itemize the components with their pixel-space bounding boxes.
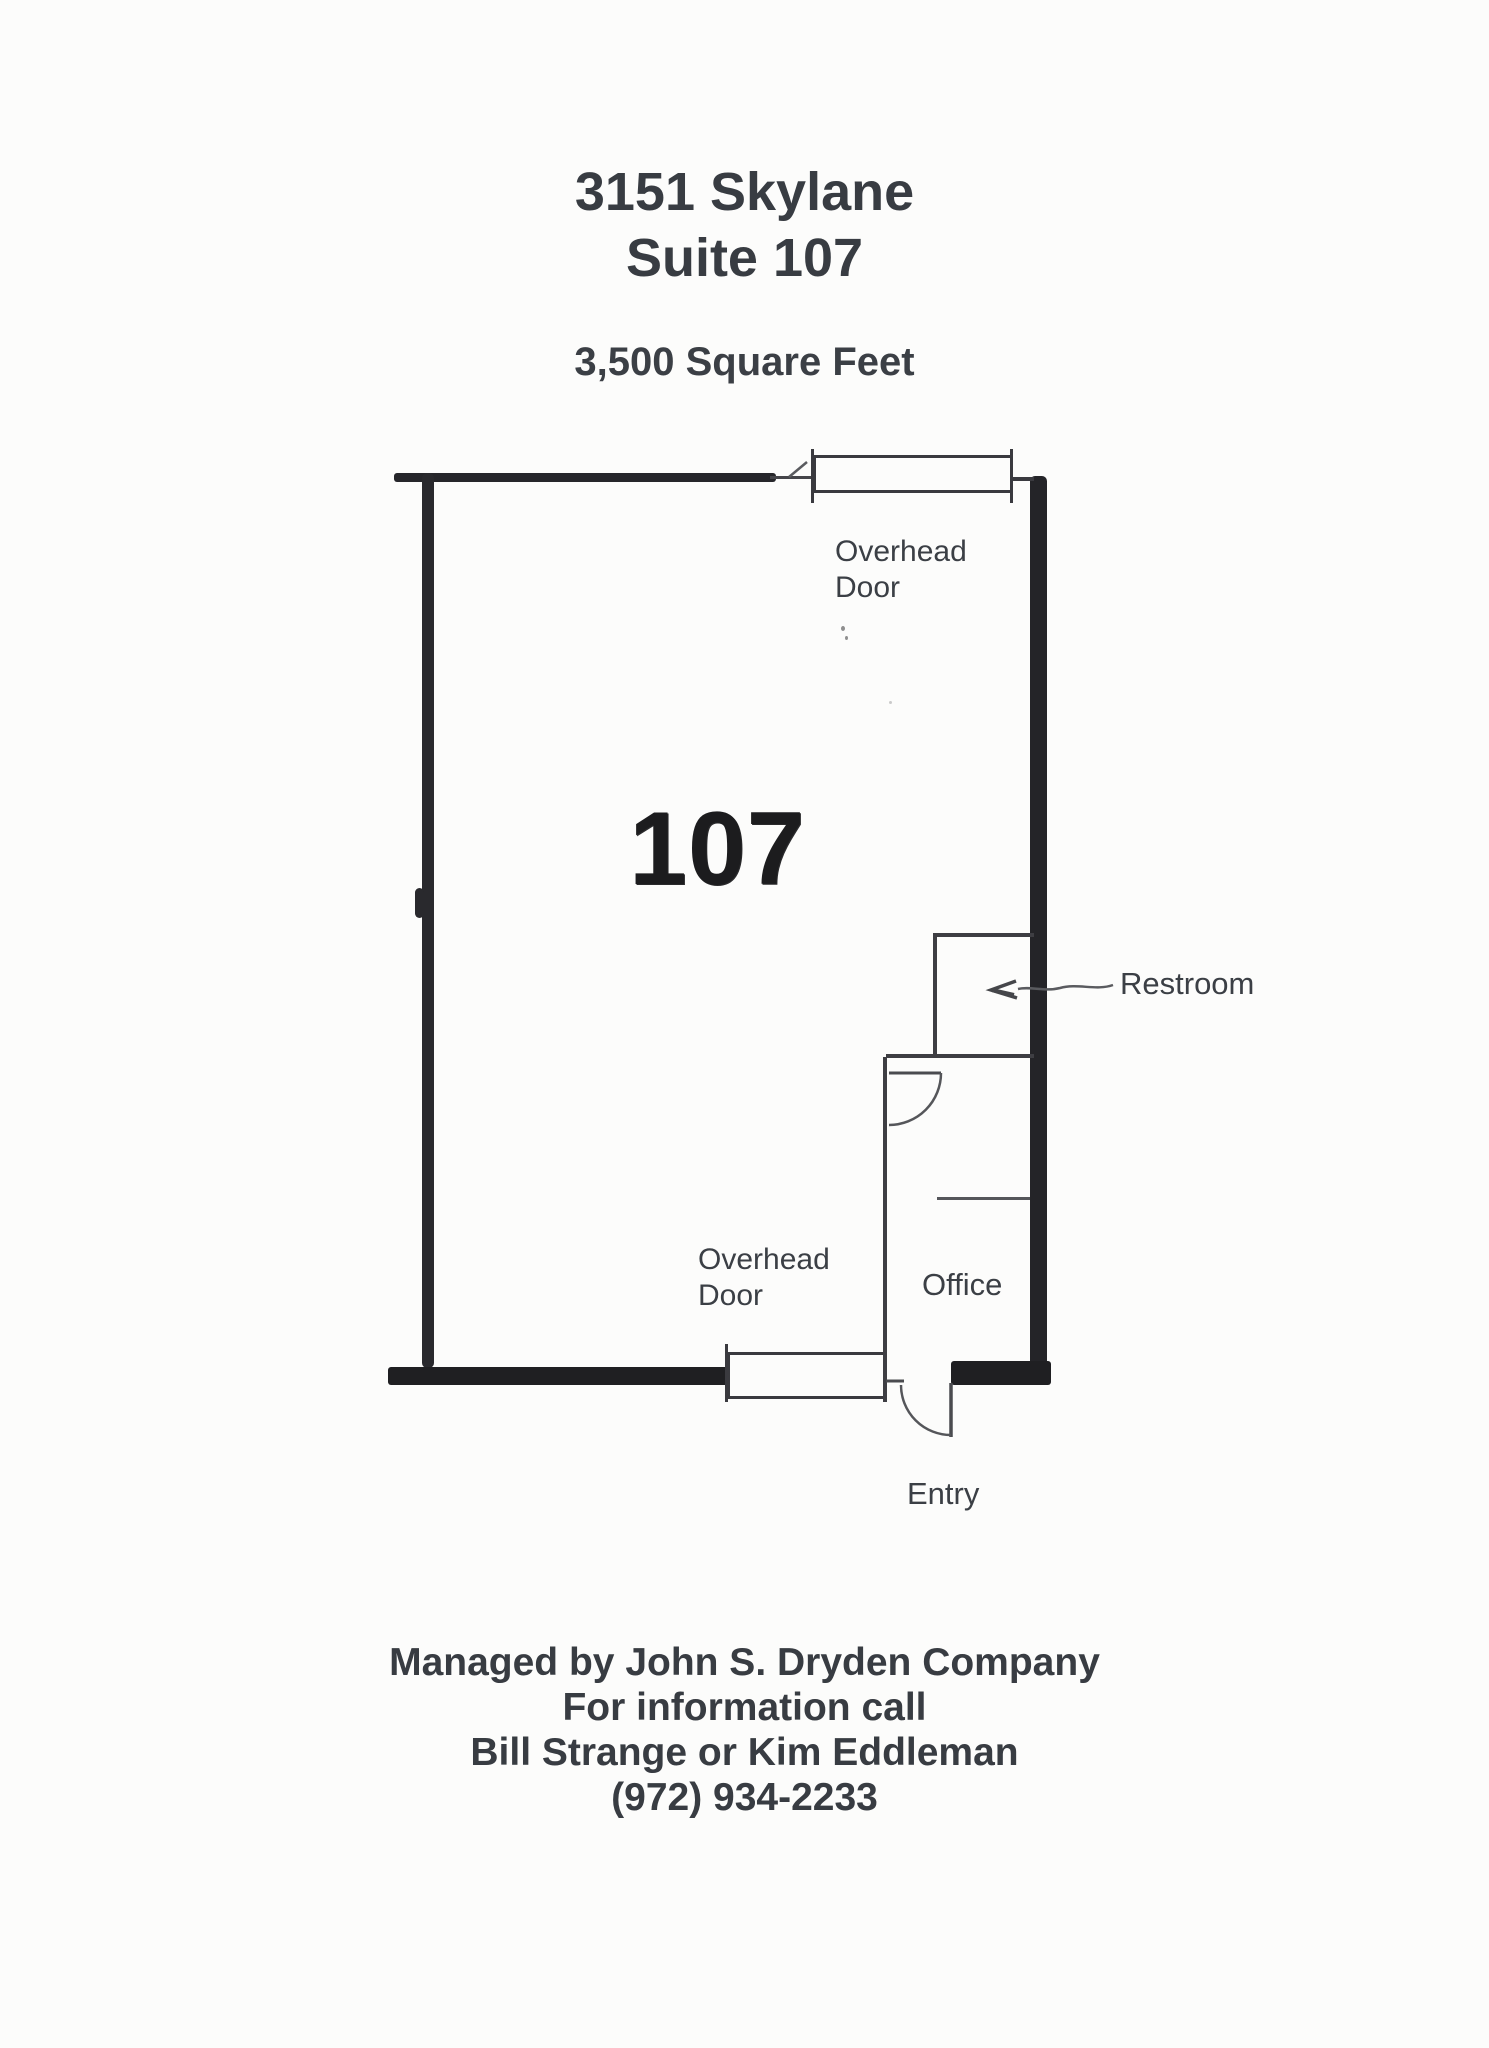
label-restroom: Restroom bbox=[1120, 966, 1255, 1001]
office-left-wall bbox=[883, 1057, 887, 1402]
scanner-speck bbox=[845, 636, 848, 640]
page-title-line2: Suite 107 bbox=[625, 228, 864, 288]
label-office: Office bbox=[922, 1267, 1003, 1302]
footer-contacts: Bill Strange or Kim Eddleman bbox=[470, 1731, 1019, 1774]
overhead-door-top-right-jamb bbox=[1010, 449, 1013, 503]
wall-bottom-right bbox=[951, 1361, 1051, 1385]
overhead-door-top-left-jamb bbox=[811, 449, 814, 503]
scanner-speck bbox=[841, 626, 845, 631]
restroom-left-wall bbox=[933, 935, 937, 1057]
label-overhead-door-bottom: Overhead Door bbox=[698, 1243, 830, 1312]
wall-right bbox=[1030, 476, 1047, 1385]
wall-left-hand-drawn-jog bbox=[415, 888, 424, 918]
office-counter-line bbox=[937, 1197, 1030, 1200]
wall-bottom-left bbox=[388, 1367, 729, 1385]
footer-phone: (972) 934-2233 bbox=[611, 1776, 878, 1819]
entry-door-swing-arc bbox=[901, 1385, 951, 1435]
restroom-arrow-head-fill bbox=[992, 990, 1014, 995]
overhead-door-bottom-left-jamb bbox=[725, 1344, 728, 1402]
restroom-arrow-head bbox=[991, 981, 1017, 998]
square-footage-subtitle: 3,500 Square Feet bbox=[574, 340, 915, 384]
overhead-door-top-symbol bbox=[813, 455, 1013, 493]
wall-corner-connector bbox=[1012, 477, 1034, 481]
restroom-top-wall bbox=[933, 933, 1034, 937]
overhead-door-bottom-symbol bbox=[727, 1352, 886, 1399]
suite-number: 107 bbox=[629, 791, 806, 907]
footer-info-call: For information call bbox=[562, 1686, 927, 1729]
page-title-line1: 3151 Skylane bbox=[574, 162, 915, 222]
restroom-bottom-wall bbox=[886, 1054, 1034, 1058]
footer-managed-by: Managed by John S. Dryden Company bbox=[389, 1641, 1100, 1684]
label-entry: Entry bbox=[907, 1476, 980, 1511]
wall-left bbox=[422, 473, 434, 1368]
top-wall-pen-tick bbox=[789, 462, 807, 477]
scanner-speck bbox=[889, 701, 892, 704]
label-overhead-door-top: Overhead Door bbox=[835, 535, 967, 604]
office-door-swing-arc bbox=[889, 1073, 941, 1125]
wall-top bbox=[394, 473, 776, 482]
footer-contact-block bbox=[0, 1640, 1489, 1820]
